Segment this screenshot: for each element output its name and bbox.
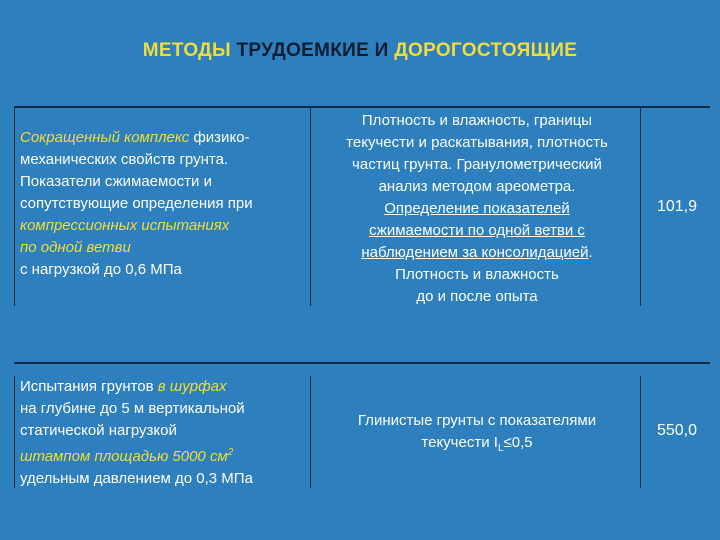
table-left-border — [14, 108, 15, 306]
method-text: Испытания грунтов — [20, 378, 158, 395]
table-row-1-method — [20, 127, 310, 281]
method-italic-text: в шурфах — [157, 378, 227, 395]
desc-text: анализ методом ареометра. — [378, 178, 576, 195]
table-top-border — [14, 106, 710, 108]
table-row-2-value: 550,0 — [656, 422, 698, 439]
column-divider — [640, 376, 641, 488]
row-divider — [14, 362, 710, 364]
method-italic-text: компрессионных испытаниях — [20, 217, 230, 234]
page-title — [0, 40, 720, 62]
desc-text: текучести и раскатывания, плотность — [346, 134, 608, 151]
table-row-1-value: 101,9 — [656, 198, 698, 215]
method-italic-text: Сокращенный комплекс — [20, 129, 190, 146]
desc-text: до и после опыта — [416, 288, 538, 305]
desc-text: Плотность и влажность — [395, 266, 559, 283]
title-part-middle: ТРУДОЕМКИЕ И — [230, 40, 395, 61]
title-part-methods: МЕТОДЫ — [142, 40, 231, 61]
method-italic-text: по одной ветви — [20, 239, 131, 256]
method-text: физико- — [189, 129, 250, 146]
desc-text: . — [588, 244, 593, 261]
method-text: Показатели сжимаемости и — [20, 173, 212, 190]
table-row-2-method — [20, 376, 310, 490]
table-row-1-description — [316, 110, 638, 308]
desc-underlined-text: сжимаемости по одной ветви с — [369, 222, 585, 239]
method-text: с нагрузкой до 0,6 МПа — [20, 261, 182, 278]
desc-text: частиц грунта. Гранулометрический — [352, 156, 602, 173]
method-text: статической нагрузкой — [20, 422, 177, 439]
method-text: сопутствующие определения при — [20, 195, 253, 212]
title-part-expensive: ДОРОГОСТОЯЩИЕ — [394, 40, 578, 61]
desc-text: текучести I — [421, 434, 498, 451]
method-text: на глубине до 5 м вертикальной — [20, 400, 245, 417]
column-divider — [640, 108, 641, 306]
table-row-2-description — [316, 410, 638, 460]
desc-text: ≤0,5 — [503, 434, 533, 451]
desc-underlined-text: Определение показателей — [384, 200, 570, 217]
method-text: удельным давлением до 0,3 МПа — [20, 470, 253, 487]
column-divider — [310, 108, 311, 306]
column-divider — [310, 376, 311, 488]
method-text: механических свойств грунта. — [20, 151, 229, 168]
subscript: L — [497, 443, 504, 454]
method-italic-text: штампом площадью 5000 см — [20, 448, 228, 465]
superscript: 2 — [227, 447, 234, 458]
table-left-border — [14, 376, 15, 488]
desc-underlined-text: наблюдением за консолидацией — [361, 244, 589, 261]
desc-text: Плотность и влажность, границы — [361, 112, 593, 129]
desc-text: Глинистые грунты с показателями — [357, 412, 597, 429]
